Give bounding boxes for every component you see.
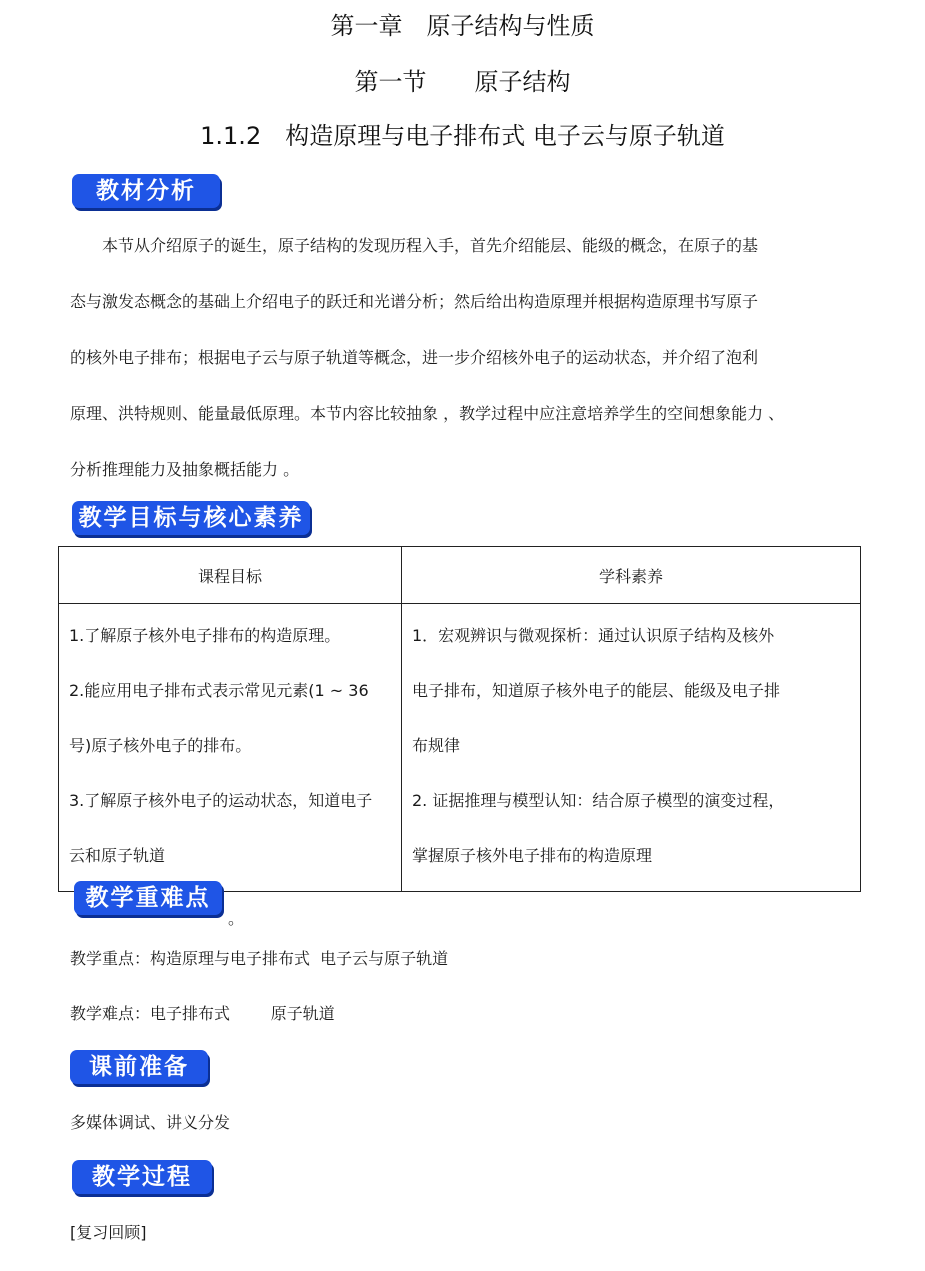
analysis-paragraph — [70, 218, 865, 498]
chapter-title: 第一章 原子结构与性质 — [330, 12, 595, 40]
analysis-line: 原理、洪特规则、能量最低原理。本节内容比较抽象 ，教学过程中应注意培养学生的空间想象能力 、 — [70, 404, 785, 423]
literacy-line: 2. 证据推理与模型认知：结合原子模型的演变过程， — [412, 791, 785, 810]
literacy-line: 布规律 — [412, 736, 461, 755]
literacy-line: 掌握原子核外电子排布的构造原理 — [412, 846, 653, 865]
table-header-course-goals: 课程目标 — [59, 547, 402, 604]
course-goal-line: 号)原子核外电子的排布。 — [69, 736, 252, 755]
preparation-text: 多媒体调试、讲义分发 — [70, 1113, 231, 1132]
literacy-line: 1．宏观辨识与微观探析：通过认识原子结构及核外 — [412, 626, 775, 645]
badge-preparation: 课前准备 — [70, 1050, 208, 1084]
badge-teaching-process: 教学过程 — [72, 1160, 212, 1194]
lesson-title: 1.1.2 构造原理与电子排布式 电子云与原子轨道 — [200, 122, 725, 150]
course-goals-cell — [59, 604, 402, 892]
objectives-table — [58, 546, 861, 892]
course-goal-line: 3.了解原子核外电子的运动状态，知道电子 — [69, 791, 373, 810]
course-goal-line: 1.了解原子核外电子排布的构造原理。 — [69, 626, 341, 645]
badge-textbook-analysis: 教材分析 — [72, 174, 220, 208]
literacy-line: 电子排布，知道原子核外电子的能层、能级及电子排 — [412, 681, 781, 700]
course-goal-line: 云和原子轨道 — [69, 846, 166, 865]
trailing-period: 。 — [228, 909, 245, 928]
badge-objectives: 教学目标与核心素养 — [72, 501, 310, 535]
teaching-difficulty: 教学难点：电子排布式 原子轨道 — [70, 1004, 335, 1023]
analysis-line: 分析推理能力及抽象概括能力 。 — [70, 460, 300, 479]
table-header-literacy: 学科素养 — [402, 547, 861, 604]
literacy-cell — [402, 604, 861, 892]
section-title: 第一节 原子结构 — [354, 68, 571, 96]
analysis-line: 的核外电子排布；根据电子云与原子轨道等概念，进一步介绍核外电子的运动状态，并介绍了泡利 — [70, 348, 759, 367]
course-goal-line: 2.能应用电子排布式表示常见元素(1 ~ 36 — [69, 681, 369, 700]
analysis-line: 态与激发态概念的基础上介绍电子的跃迁和光谱分析；然后给出构造原理并根据构造原理书写原子 — [70, 292, 759, 311]
review-heading: [复习回顾] — [70, 1223, 147, 1242]
teaching-focus: 教学重点：构造原理与电子排布式 电子云与原子轨道 — [70, 949, 449, 968]
analysis-line: 本节从介绍原子的诞生，原子结构的发现历程入手，首先介绍能层、能级的概念，在原子的基 — [102, 236, 759, 255]
badge-key-difficult-points: 教学重难点 — [74, 881, 222, 915]
